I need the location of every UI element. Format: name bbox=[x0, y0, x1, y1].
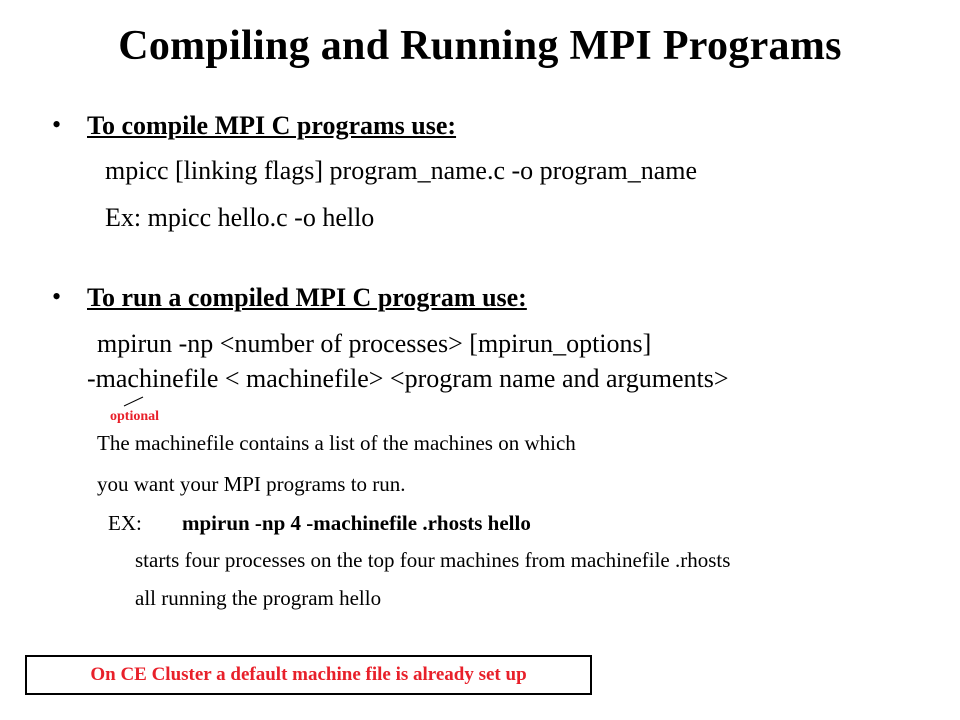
optional-label: optional bbox=[110, 409, 160, 424]
example-command: mpirun -np 4 -machinefile .rhosts hello bbox=[182, 511, 531, 535]
machinefile-desc-line2: you want your MPI programs to run. bbox=[97, 472, 406, 496]
compile-example: Ex: mpicc hello.c -o hello bbox=[105, 203, 375, 232]
run-syntax-line1: mpirun -np <number of processes> [mpirun_options] bbox=[97, 329, 652, 358]
slide-title: Compiling and Running MPI Programs bbox=[118, 23, 842, 69]
example-prefix: EX: bbox=[108, 511, 142, 535]
compile-heading: To compile MPI C programs use: bbox=[87, 111, 457, 140]
example-explain-line1: starts four processes on the top four machines from machinefile .rhosts bbox=[135, 548, 731, 572]
bullet-run: • bbox=[52, 282, 62, 311]
machinefile-desc-line1: The machinefile contains a list of the machines on which bbox=[97, 431, 576, 455]
run-heading: To run a compiled MPI C program use: bbox=[87, 283, 527, 312]
example-explain-line2: all running the program hello bbox=[135, 586, 382, 610]
bullet-compile: • bbox=[52, 110, 62, 139]
cluster-note-text: On CE Cluster a default machine file is already set up bbox=[90, 664, 527, 685]
run-syntax-line2: -machinefile < machinefile> <program name and arguments> bbox=[87, 364, 729, 393]
compile-syntax: mpicc [linking flags] program_name.c -o program_name bbox=[105, 156, 698, 185]
cluster-note-box bbox=[25, 655, 592, 695]
